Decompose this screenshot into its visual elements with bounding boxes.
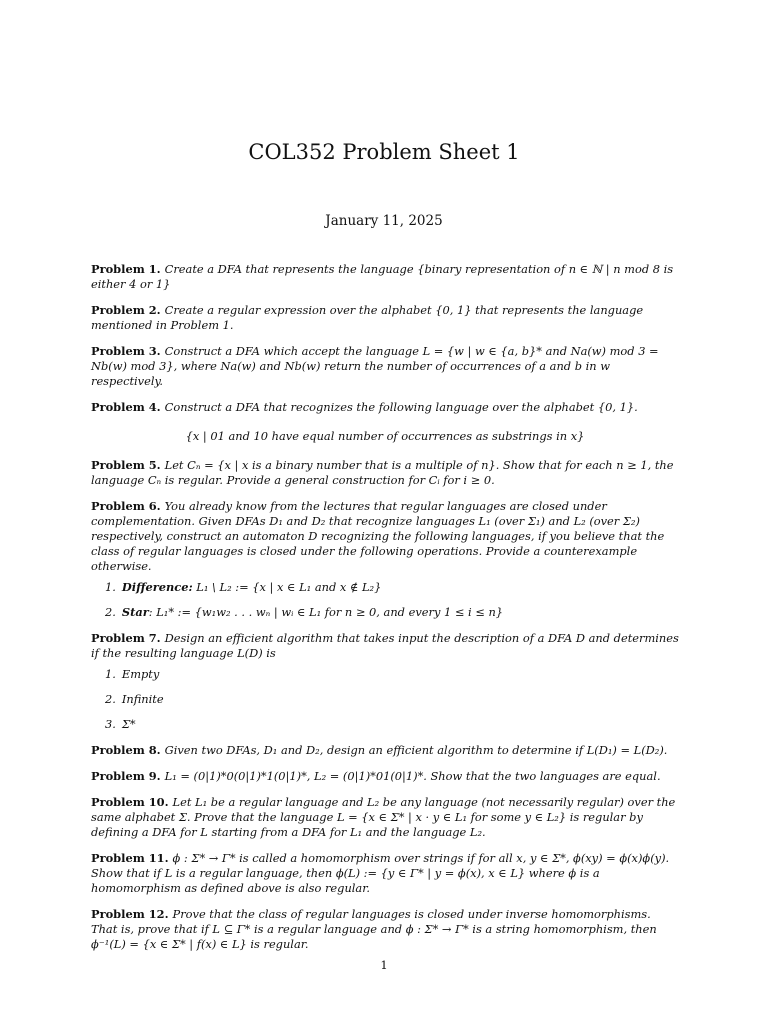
problem-2 — [91, 303, 679, 333]
problem-label: Problem 12. — [91, 907, 169, 921]
problem-text: Create a regular expression over the alphabet {0, 1} that represents the language mentioned in Problem 1. — [91, 303, 644, 332]
problem-list — [91, 262, 679, 963]
problem-label: Problem 2. — [91, 303, 161, 317]
list-item-number: 2. — [105, 605, 116, 619]
problem-8 — [91, 743, 679, 758]
problem-text: Create a DFA that represents the language {binary representation of n ∈ ℕ | n mod 8 is either 4 or 1} — [91, 262, 674, 291]
problem-text: Given two DFAs, D₁ and D₂, design an efficient algorithm to determine if L(D₁) = L(D₂). — [164, 743, 668, 757]
problem-text: Prove that the class of regular languages is closed under inverse homomorphisms. That is, prove that if L ⊆ Γ* is a regular language and ϕ : Σ* → Γ* is a string homomorphism, then ϕ⁻¹(L) = {x ∈ Σ* | f(x) ∈ L} is regular. — [91, 907, 657, 951]
page-number: 1 — [380, 958, 388, 972]
list-item-number: 3. — [105, 717, 116, 731]
list-item — [105, 692, 679, 707]
problem-text: Let L₁ be a regular language and L₂ be any language (not necessarily regular) over the same alphabet Σ. Prove that the language L = {x ∈ Σ* | x · y ∈ L₁ for some y ∈ L₂} is regular by defining a DFA for L starting from a DFA for L₁ and the language L₂. — [91, 795, 676, 839]
problem-text: Design an efficient algorithm that takes input the description of a DFA D and determines if the resulting language L(D) is — [91, 631, 679, 660]
problem-4 — [91, 400, 679, 444]
problem-11 — [91, 851, 679, 896]
document-date: January 11, 2025 — [325, 213, 443, 229]
problem-label: Problem 4. — [91, 400, 161, 414]
problem-label: Problem 11. — [91, 851, 169, 865]
list-item-body: Infinite — [121, 692, 164, 706]
list-item-number: 2. — [105, 692, 116, 706]
problem-text: You already know from the lectures that regular languages are closed under complementation. Given DFAs D₁ and D₂ that recognize languages L₁ (over Σ₁) and L₂ (over Σ₂) respectively, construct an automaton D recognizing the following languages, if you believe that the class of regular languages is closed under the following operations. Provide a counterexample otherwise. — [91, 499, 665, 573]
list-item — [105, 667, 679, 682]
list-item-term: Star — [121, 605, 149, 619]
problem-text: Construct a DFA which accept the language L = {w | w ∈ {a, b}* and Na(w) mod 3 = Nb(w) mod 3}, where Na(w) and Nb(w) return the number of occurrences of a and b in w respectively. — [91, 344, 659, 388]
problem-label: Problem 3. — [91, 344, 161, 358]
problem-label: Problem 9. — [91, 769, 161, 783]
problem-label: Problem 7. — [91, 631, 161, 645]
list-item-number: 1. — [105, 667, 116, 681]
problem-text: ϕ : Σ* → Γ* is called a homomorphism over strings if for all x, y ∈ Σ*, ϕ(xy) = ϕ(x)ϕ(y). Show that if L is a regular language, then ϕ(L) := {y ∈ Γ* | y = ϕ(x), x ∈ L} where ϕ is a homomorphism as defined above is also regular. — [91, 851, 670, 895]
problem-10 — [91, 795, 679, 840]
list-item-body: Empty — [121, 667, 160, 681]
enumerated-list — [91, 580, 679, 620]
problem-label: Problem 5. — [91, 458, 161, 472]
list-item-term: Difference: — [121, 580, 193, 594]
problem-label: Problem 8. — [91, 743, 161, 757]
list-item — [105, 580, 679, 595]
list-item — [105, 717, 679, 732]
problem-6 — [91, 499, 679, 620]
problem-12 — [91, 907, 679, 952]
problem-7 — [91, 631, 679, 732]
problem-label: Problem 10. — [91, 795, 169, 809]
problem-text: L₁ = (0|1)*0(0|1)*1(0|1)*, L₂ = (0|1)*01(0|1)*. Show that the two languages are equal. — [164, 769, 661, 783]
problem-text: Construct a DFA that recognizes the following language over the alphabet {0, 1}. — [164, 400, 638, 414]
list-item-number: 1. — [105, 580, 116, 594]
list-item — [105, 605, 679, 620]
problem-1 — [91, 262, 679, 292]
enumerated-list — [91, 667, 679, 732]
document-title: COL352 Problem Sheet 1 — [248, 140, 520, 164]
problem-label: Problem 6. — [91, 499, 161, 513]
problem-text: Let Cₙ = {x | x is a binary number that is a multiple of n}. Show that for each n ≥ 1, the language Cₙ is regular. Provide a general construction for Cᵢ for i ≥ 0. — [91, 458, 674, 487]
problem-3 — [91, 344, 679, 389]
list-item-body: L₁ \ L₂ := {x | x ∈ L₁ and x ∉ L₂} — [196, 580, 382, 594]
list-item-body: : L₁* := {w₁w₂ . . . wₙ | wᵢ ∈ L₁ for n ≥ 0, and every 1 ≤ i ≤ n} — [148, 605, 504, 619]
problem-5 — [91, 458, 679, 488]
list-item-body: Σ* — [121, 717, 136, 731]
problem-9 — [91, 769, 679, 784]
problem-label: Problem 1. — [91, 262, 161, 276]
display-equation: {x | 01 and 10 have equal number of occurrences as substrings in x} — [185, 429, 585, 443]
